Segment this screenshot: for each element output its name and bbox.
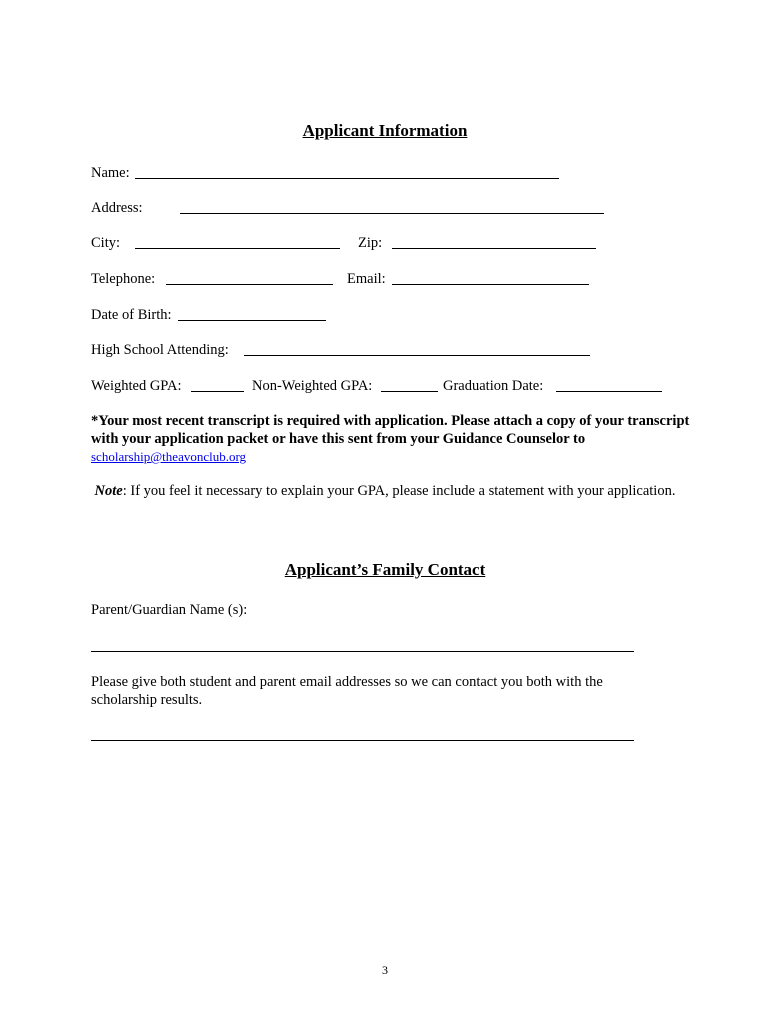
page-number: 3 xyxy=(382,963,388,977)
guardian-name-field[interactable] xyxy=(91,651,634,652)
transcript-notice-text: *Your most recent transcript is required with application. Please attach a copy of your transcript with your application packet or have this sent from your Guidance Counselor to xyxy=(91,413,690,447)
address-field[interactable] xyxy=(180,213,604,214)
graduation-date-label: Graduation Date: xyxy=(443,378,544,394)
telephone-label: Telephone: xyxy=(91,271,156,287)
date-of-birth-label: Date of Birth: xyxy=(91,307,172,323)
graduation-date-field[interactable] xyxy=(556,391,662,392)
zip-field[interactable] xyxy=(392,248,596,249)
family-contact-heading: Applicant’s Family Contact xyxy=(284,560,486,579)
email-addresses-field[interactable] xyxy=(91,740,634,741)
zip-label: Zip: xyxy=(358,235,383,251)
email-label: Email: xyxy=(347,271,386,287)
telephone-field[interactable] xyxy=(166,284,333,285)
high-school-field[interactable] xyxy=(244,355,590,356)
non-weighted-gpa-field[interactable] xyxy=(381,391,438,392)
gpa-note xyxy=(91,482,679,501)
city-label: City: xyxy=(91,235,121,251)
scholarship-email-link[interactable]: scholarship@theavonclub.org xyxy=(91,449,247,464)
note-text: : If you feel it necessary to explain your GPA, please include a statement with your application. xyxy=(122,483,676,499)
applicant-information-heading: Applicant Information xyxy=(302,121,468,140)
name-field[interactable] xyxy=(135,178,559,179)
transcript-notice xyxy=(91,412,691,466)
city-field[interactable] xyxy=(135,248,340,249)
non-weighted-gpa-label: Non-Weighted GPA: xyxy=(252,378,373,394)
high-school-label: High School Attending: xyxy=(91,342,229,358)
weighted-gpa-label: Weighted GPA: xyxy=(91,378,182,394)
email-field[interactable] xyxy=(392,284,589,285)
date-of-birth-field[interactable] xyxy=(178,320,326,321)
name-label: Name: xyxy=(91,165,130,181)
note-label: Note xyxy=(94,483,123,499)
address-label: Address: xyxy=(91,200,143,216)
weighted-gpa-field[interactable] xyxy=(191,391,244,392)
email-instruction: Please give both student and parent email addresses so we can contact you both with the scholarship results. xyxy=(91,674,603,708)
guardian-name-label: Parent/Guardian Name (s): xyxy=(91,602,248,618)
